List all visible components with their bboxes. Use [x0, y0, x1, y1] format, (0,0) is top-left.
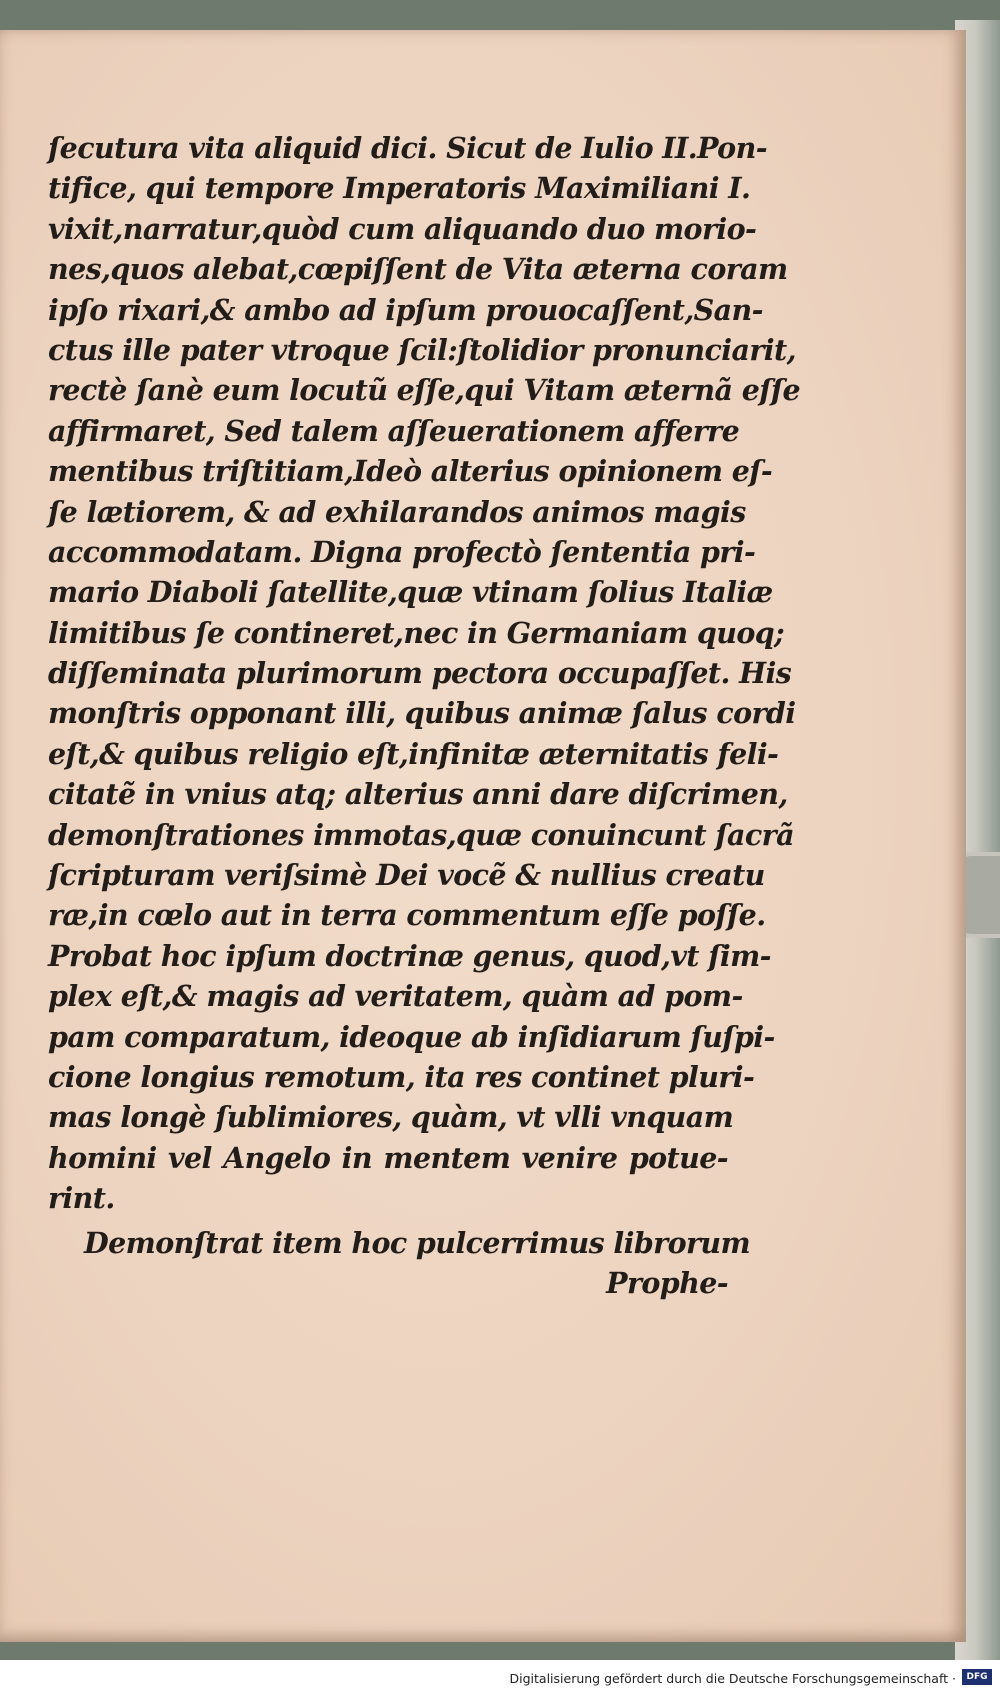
text-line: affirmaret, Sed talem aſſeuerationem afferre [48, 413, 740, 448]
text-line: pam comparatum, ideoque ab inſidiarum ſuſpi- [48, 1019, 775, 1054]
text-line-paragraph-end: rint. [48, 1181, 115, 1216]
text-line: ſcripturam veriſsimè Dei vocẽ & nullius creatu [48, 858, 765, 893]
text-block [48, 128, 801, 1303]
text-line: limitibus ſe contineret,nec in Germaniam quoq; [48, 615, 785, 650]
dfg-logo-icon: DFG [962, 1669, 992, 1685]
text-line: ſecutura vita aliquid dici. Sicut de Iulio II.Pon- [48, 131, 767, 165]
text-line: diſſeminata plurimorum pectora occupaſſet. His [48, 656, 792, 691]
paragraph-2-first-line: Demonſtrat item hoc pulcerrimus librorum [84, 1225, 751, 1260]
text-line: Probat hoc ipſum doctrinæ genus, quod,vt ſim- [48, 938, 771, 973]
text-line: mas longè ſublimiores, quàm, vt vlli vnquam [48, 1100, 734, 1135]
catchword: Prophe- [606, 1265, 728, 1300]
book-page [0, 30, 966, 1642]
digitization-credit: Digitalisierung gefördert durch die Deutsche Forschungsgemeinschaft · [509, 1671, 956, 1686]
text-line: accommodatam. Digna profectò ſententia pri- [48, 534, 756, 569]
text-line: monſtris opponant illi, quibus animæ ſalus cordi [48, 696, 796, 731]
text-line: rectè ſanè eum locutũ eſſe,qui Vitam æternã eſſe [48, 373, 801, 408]
text-line: mario Diaboli ſatellite,quæ vtinam ſolius Italiæ [48, 575, 773, 610]
text-line: mentibus triſtitiam,Ideò alterius opinionem eſ- [48, 454, 773, 489]
text-line: vixit,narratur,quòd cum aliquando duo morio- [48, 211, 757, 246]
text-line: ipſo rixari,& ambo ad ipſum prouocaſſent,San- [48, 292, 763, 327]
text-line: demonſtrationes immotas,quæ conuincunt ſacrã [48, 817, 794, 852]
text-line: nes,quos alebat,cœpiſſent de Vita æterna coram [48, 252, 788, 287]
text-line: homini vel Angelo in mentem venire potue- [48, 1140, 728, 1175]
text-line: citatẽ in vnius atq; alterius anni dare diſcrimen, [48, 777, 788, 812]
text-line: ſe lætiorem, & ad exhilarandos animos magis [48, 494, 746, 529]
text-line: eſt,& quibus religio eſt,infinitæ æternitatis feli- [48, 736, 779, 771]
text-line: plex eſt,& magis ad veritatem, quàm ad pom- [48, 979, 743, 1014]
text-line: ræ,in cœlo aut in terra commentum eſſe poſſe. [48, 898, 766, 933]
text-line: tifice, qui tempore Imperatoris Maximiliani I. [48, 171, 751, 206]
text-line: cione longius remotum, ita res continet pluri- [48, 1059, 755, 1094]
text-line: ctus ille pater vtroque ſcil:ſtolidior pronunciarit, [48, 332, 796, 367]
